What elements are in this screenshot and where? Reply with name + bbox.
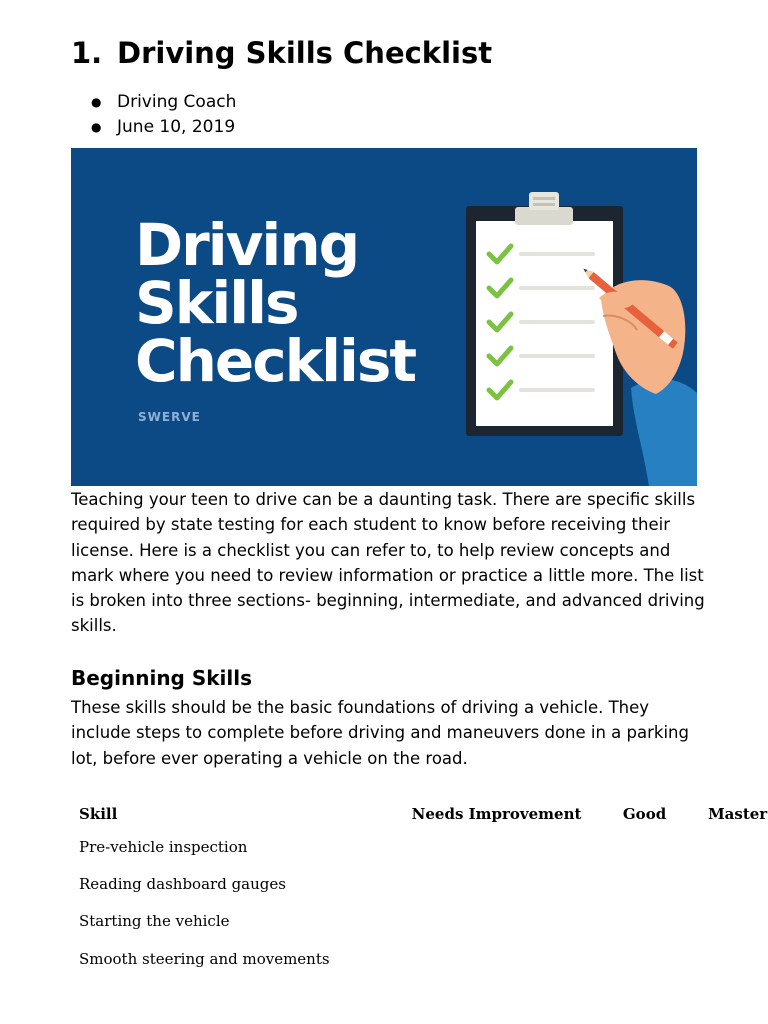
hero-title-line: Driving: [135, 211, 359, 279]
header-needs-improvement: Needs Improvement: [411, 805, 582, 823]
title-text: Driving Skills Checklist: [117, 36, 493, 70]
section-heading-beginning: Beginning Skills: [71, 666, 253, 690]
needs-improvement-cell: [404, 940, 615, 977]
header-master: Master: [708, 805, 768, 823]
needs-improvement-cell: [404, 828, 615, 865]
hero-title-line: Skills: [135, 269, 298, 337]
bullet-icon: ●: [91, 95, 102, 109]
skill-cell: Smooth steering and movements: [79, 949, 330, 968]
good-cell: [615, 865, 700, 902]
table-header-row: [71, 800, 768, 828]
hero-title-line: Checklist: [135, 327, 416, 395]
brand-logo: SWERVE: [138, 410, 201, 424]
section-paragraph-beginning: These skills should be the basic foundations of driving a vehicle. They include steps to complete before driving and maneuvers done in a parking lot, before ever operating a vehicle on the road.: [71, 698, 689, 768]
header-good: Good: [622, 805, 667, 823]
meta-list: [71, 90, 236, 140]
title-number: 1.: [71, 36, 103, 70]
sleeve: [631, 379, 697, 486]
header-skill: Skill: [79, 805, 118, 823]
checklist-line: [519, 320, 595, 324]
master-cell: [700, 865, 768, 902]
table-row: [71, 903, 768, 940]
intro-paragraph: Teaching your teen to drive can be a daunting task. There are specific skills required by state testing for each student to know before receiving their license. Here is a checklist you can refer to, to help review concepts and mark where you need to review information or practice a little more. The list is broken into three sections- beginning, intermediate, and advanced driving skills.: [71, 490, 705, 636]
master-cell: [700, 828, 768, 865]
checklist-line: [519, 354, 595, 358]
clipboard-clip-top: [529, 192, 559, 210]
master-cell: [700, 940, 768, 977]
skill-cell: Pre-vehicle inspection: [79, 837, 248, 856]
table-row: [71, 828, 768, 865]
hero-image: [71, 148, 697, 486]
page-title: [71, 36, 492, 70]
good-cell: [615, 903, 700, 940]
good-cell: [615, 940, 700, 977]
skills-table: [71, 800, 768, 977]
good-cell: [615, 828, 700, 865]
needs-improvement-cell: [404, 865, 615, 902]
checklist-line: [519, 252, 595, 256]
needs-improvement-cell: [404, 903, 615, 940]
bullet-icon: ●: [91, 120, 102, 134]
meta-date: [71, 115, 236, 140]
checklist-line: [519, 388, 595, 392]
author-text: Driving Coach: [117, 92, 237, 112]
skill-cell: Starting the vehicle: [79, 912, 230, 931]
table-row: [71, 940, 768, 977]
skill-cell: Reading dashboard gauges: [79, 874, 286, 893]
checklist-line: [519, 286, 595, 290]
date-text: June 10, 2019: [117, 117, 236, 137]
clipboard-illustration: [71, 148, 697, 486]
table-row: [71, 865, 768, 902]
master-cell: [700, 903, 768, 940]
meta-author: [71, 90, 236, 115]
